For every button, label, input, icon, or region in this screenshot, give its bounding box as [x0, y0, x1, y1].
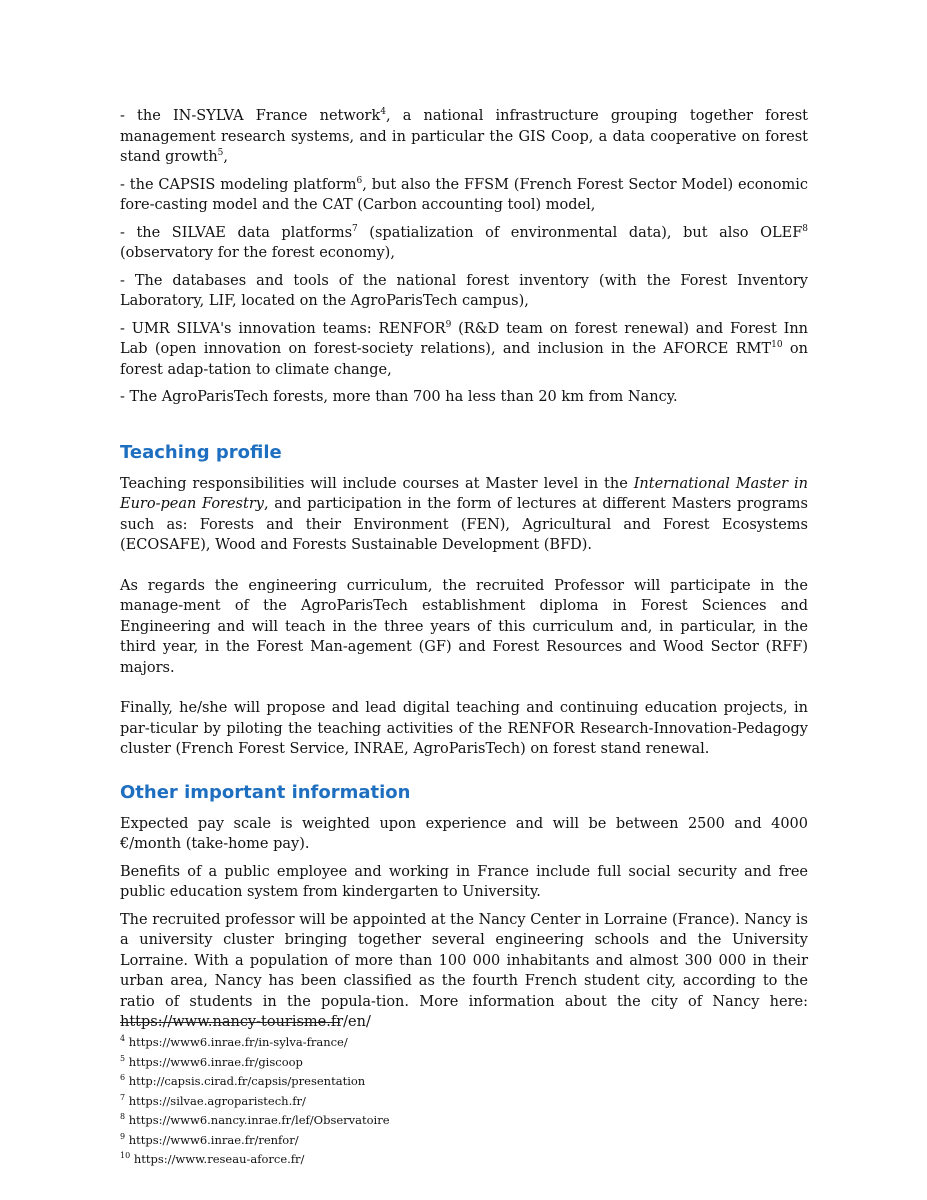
footnote-ref[interactable]: 9 — [445, 319, 452, 330]
footnote-link[interactable]: https://www6.inrae.fr/renfor/ — [128, 1132, 299, 1147]
info-paragraph: The recruited professor will be appointed at the Nancy Center in Lorraine (France). Nancy is a university cluster bringing together several engineering schools and the University Lorraine. With a population of more than 100 000 inhabitants and almost 300 000 in their urban area, Nancy has been classified as the fourth French student city, according to the ratio of students in the popula-tion. More information about the city of Nancy here: https://www.nancy-tourisme.fr/en/ — [120, 911, 808, 1030]
info-paragraph: Benefits of a public employee and working in France include full social security and free public education system from kindergarten to University. — [120, 863, 808, 900]
footnote-ref[interactable]: 4 — [380, 107, 386, 118]
resource-item: - the CAPSIS modeling platform$^6$, but also the FFSM (French Forest Sector Model) economic fore-casting model and the CAT (Carbon accounting tool) model, — [120, 175, 809, 213]
footnote: $^6$ http://capsis.cirad.fr/capsis/presentation — [120, 1073, 366, 1088]
footnotes — [120, 1033, 808, 1170]
footnote-link[interactable]: https://www6.nancy.inrae.fr/lef/Observatoire — [128, 1113, 390, 1127]
resource-item: - the IN-SYLVA France network$^4$, a national infrastructure grouping together forest management research systems, and in particular the GIS Coop, a data cooperative on forest stand growth$^5$, — [120, 107, 808, 165]
page-content — [120, 106, 808, 1040]
footnote-link[interactable]: https://silvae.agroparistech.fr/ — [128, 1093, 306, 1108]
footnote-ref[interactable]: 8 — [802, 223, 808, 234]
teaching-profile-heading: Teaching profile — [120, 441, 282, 463]
footnote-ref[interactable]: 10 — [771, 340, 783, 351]
footnote-separator — [120, 1022, 340, 1023]
footnote-link[interactable]: https://www6.inrae.fr/giscoop — [128, 1054, 303, 1069]
resource-item: - the SILVAE data platforms$^7$ (spatialization of environmental data), but also OLEF$^8$ (observatory for the forest economy), — [120, 223, 808, 261]
footnote-ref[interactable]: 5 — [217, 148, 224, 159]
footnote: $^9$ https://www6.inrae.fr/renfor/ — [120, 1131, 299, 1147]
other-information-heading: Other important information — [120, 781, 411, 803]
teaching-paragraph: Finally, he/she will propose and lead digital teaching and continuing education projects, in par-ticular by piloting the teaching activities of the RENFOR Research-Innovation-Pedagogy cluster (French Forest Service, INRAE, AgroParisTech) on forest stand renewal. — [120, 700, 808, 757]
teaching-paragraph: Teaching responsibilities will include courses at Master level in the International Master in Euro-pean Forestry, and participation in the form of lectures at different Masters programs such as: Forests and their Environment (FEN), Agricultural and Forest Ecosystems (ECOSAFE), Wood and Forests Sustainable Development (BFD). — [120, 475, 808, 553]
resource-item: - UMR SILVA's innovation teams: RENFOR$^9$ (R&D team on forest renewal) and Forest Inn Lab (open innovation on forest-society relations), and inclusion in the AFORCE RMT$^{10}$ on forest adap-tation to climate change, — [120, 319, 809, 378]
section-gap — [120, 415, 808, 441]
footnote-link[interactable]: https://www.reseau-aforce.fr/ — [133, 1152, 305, 1166]
footnote: $^7$ https://silvae.agroparistech.fr/ — [120, 1092, 306, 1108]
resource-item: - The AgroParisTech forests, more than 700 ha less than 20 km from Nancy. — [120, 389, 678, 405]
footnote: $^{10}$ https://www.reseau-aforce.fr/ — [120, 1151, 305, 1166]
footnote-link[interactable]: https://www6.inrae.fr/in-sylva-france/ — [128, 1035, 348, 1049]
footnote: $^8$ https://www6.nancy.inrae.fr/lef/Observatoire — [120, 1112, 390, 1127]
footnote-ref[interactable]: 6 — [356, 175, 363, 186]
footnote: $^5$ https://www6.inrae.fr/giscoop — [120, 1053, 303, 1069]
resource-item: - The databases and tools of the national forest inventory (with the Forest Inventory Laboratory, LIF, located on the AgroParisTech campus), — [120, 272, 808, 309]
footnote-ref[interactable]: 7 — [352, 223, 358, 234]
section-gap — [120, 767, 808, 781]
teaching-paragraph: As regards the engineering curriculum, the recruited Professor will participate in the manage-ment of the AgroParisTech establishment diploma in Forest Sciences and Engineering and will teach in the three years of this curriculum and, in particular, in the third year, in the Forest Man-agement (GF) and Forest Resources and Wood Sector (RFF) majors. — [120, 577, 808, 676]
footnote: $^4$ https://www6.inrae.fr/in-sylva-france/ — [120, 1034, 348, 1049]
footnote-link[interactable]: http://capsis.cirad.fr/capsis/presentation — [128, 1074, 366, 1088]
info-paragraph: Expected pay scale is weighted upon experience and will be between 2500 and 4000 €/month (take-home pay). — [120, 815, 808, 852]
